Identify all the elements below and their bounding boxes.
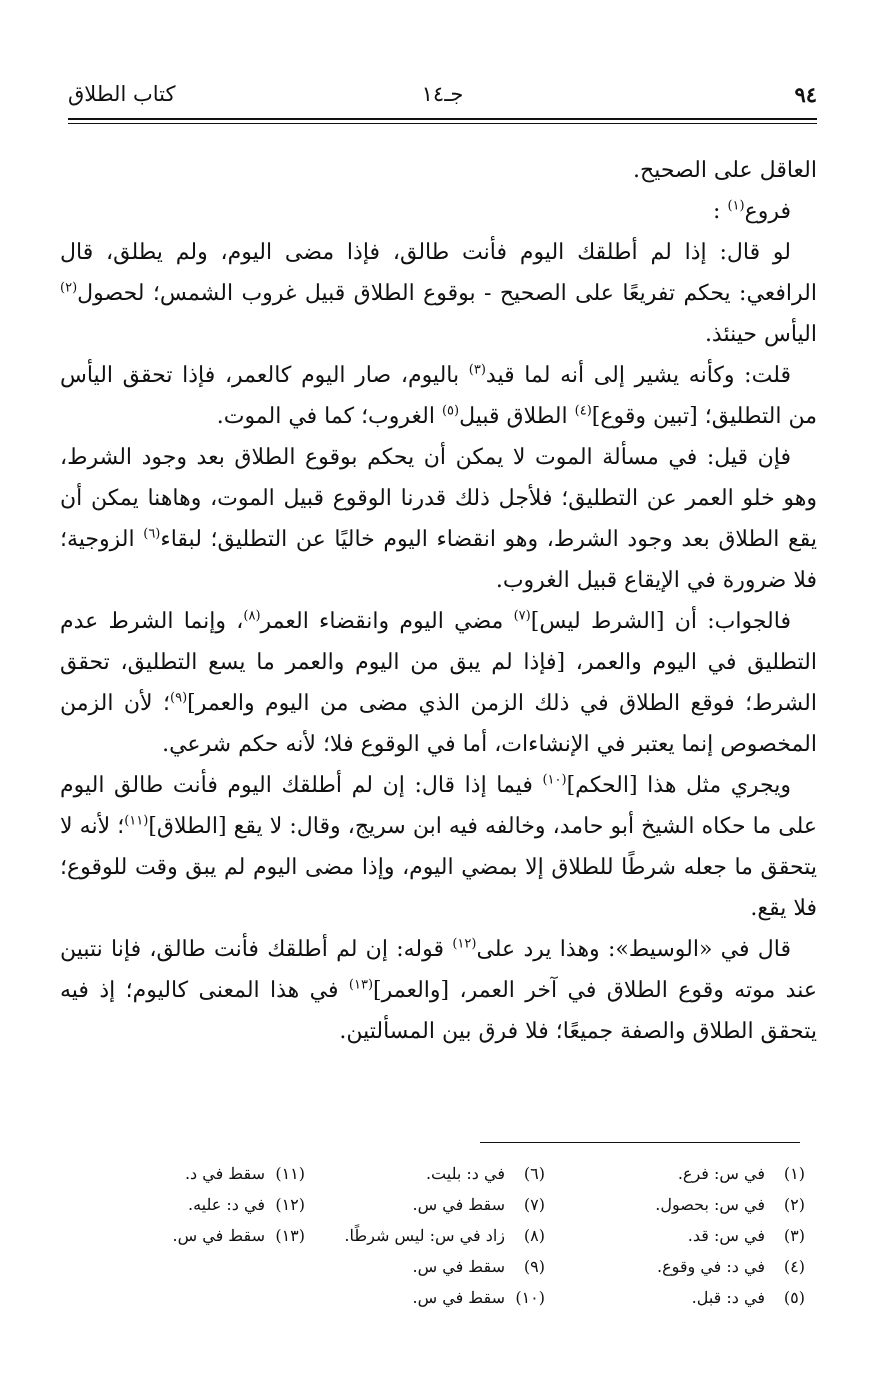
paragraph: ويجري مثل هذا [الحكم]$^{(١٠)}$ فيما إذا قال: إن لم أطلقك اليوم فأنت طالق اليوم على ما حكاه الشيخ أبو حامد، وخالفه فيه ابن سريج، وقال: لا يقع [الطلاق]$^{(١١)}$؛ لأنه لا يتحقق ما جعله شرطًا للطلاق إلا بمضي اليوم، وإذا مضى اليوم لم يبق وقت للوقوع؛ فلا يقع. <box>60 772 817 921</box>
footnote-ref: (٥) <box>441 403 460 419</box>
footnote: (٣)في س: قد. <box>687 1226 805 1245</box>
book-title: كتاب الطلاق <box>68 82 176 106</box>
footnote: (١٢)في د: عليه. <box>187 1195 305 1214</box>
paragraph: فالجواب: أن [الشرط ليس]$^{(٧)}$ مضي اليوم وانقضاء العمر$^{(٨)}$، وإنما الشرط عدم التطليق في اليوم والعمر، [فإذا لم يبق من اليوم والعمر ما يسع التطليق، تحقق الشرط؛ فوقع الطلاق في ذلك الزمن الذي مضى من اليوم والعمر]$^{(٩)}$؛ لأن الزمن المخصوص إنما يعتبر في الإنشاءات، أما في الوقوع فلا؛ لأنه حكم شرعي. <box>60 608 817 757</box>
footnote-separator <box>480 1142 800 1143</box>
footnote: (١)في س: فرع. <box>677 1164 805 1183</box>
paragraph: قلت: وكأنه يشير إلى أنه لما قيد$^{(٣)}$ باليوم، صار اليوم كالعمر، فإذا تحقق اليأس من التطليق؛ [تبين وقوع]$^{(٤)}$ الطلاق قبيل$^{(٥)}$ الغروب؛ كما في الموت. <box>60 362 817 429</box>
footnote: (١١)سقط في د. <box>184 1164 305 1183</box>
footnote-column <box>115 1158 305 1251</box>
footnote: (٤)في د: في وقوع. <box>656 1257 805 1276</box>
footnote-ref: (٢) <box>60 280 78 296</box>
footnote: (٦)في د: بليت. <box>425 1164 545 1183</box>
paragraph: قال في «الوسيط»: وهذا يرد على$^{(١٢)}$ قوله: إن لم أطلقك فأنت طالق، فإنا نتبين عند موته وقوع الطلاق في آخر العمر، [والعمر]$^{(١٣)}$ في هذا المعنى كاليوم؛ إذ فيه يتحقق الطلاق والصفة جميعًا؛ فلا فرق بين المسألتين. <box>60 936 817 1044</box>
footnote-ref: (٦) <box>143 526 161 542</box>
footnote-ref: (٣) <box>468 362 486 378</box>
footnote-ref: (١) <box>727 198 745 214</box>
main-text <box>60 150 817 1052</box>
footnote-ref: (٩) <box>170 690 188 706</box>
footnote-ref: (١٢) <box>452 936 477 952</box>
footnote-ref: (١٣) <box>348 977 374 993</box>
footnote: (٧)سقط في س. <box>412 1195 545 1214</box>
paragraph: العاقل على الصحيح. <box>633 158 817 183</box>
paragraph: لو قال: إذا لم أطلقك اليوم فأنت طالق، فإذا مضى اليوم، ولم يطلق، قال الرافعي: يحكم تفريعًا على الصحيح - بوقوع الطلاق قبيل غروب الشمس؛ لحصول$^{(٢)}$ اليأس حينئذ. <box>60 240 817 347</box>
section-heading: فروع$^{(١)}$ : <box>713 198 791 224</box>
header-rule-thick <box>68 118 817 120</box>
page-number: ٩٤ <box>794 82 817 107</box>
paragraph: فإن قيل: في مسألة الموت لا يمكن أن يحكم بوقوع الطلاق بعد وجود الشرط، وهو خلو العمر عن التطليق؛ فلأجل ذلك قدرنا الوقوع قبيل الموت، وهاهنا يمكن أن يقع الطلاق بعد وجود الشرط، وهو انقضاء اليوم خاليًا عن التطليق؛ لبقاء$^{(٦)}$ الزوجية؛ فلا ضرورة في الإيقاع قبيل الغروب. <box>60 445 817 593</box>
running-header <box>68 82 817 116</box>
footnote-ref: (٨) <box>243 608 261 624</box>
header-rule-thin <box>68 123 817 124</box>
footnote: (٢)في س: بحصول. <box>655 1195 805 1214</box>
footnote: (٥)في د: قبل. <box>691 1288 805 1307</box>
footnote-ref: (١٠) <box>542 772 567 788</box>
footnote-ref: (١١) <box>124 813 149 829</box>
footnote: (١٠)سقط في س. <box>412 1288 545 1307</box>
footnote: (١٣)سقط في س. <box>172 1226 305 1245</box>
footnote-ref: (٤) <box>574 403 592 419</box>
footnote-ref: (٧) <box>513 608 531 624</box>
footnote: (٨)زاد في س: ليس شرطًا. <box>344 1226 545 1245</box>
footnote-column <box>335 1158 545 1313</box>
footnote-column <box>605 1158 805 1313</box>
volume-label: جـ١٤ <box>421 82 464 106</box>
footnote: (٩)سقط في س. <box>412 1257 545 1276</box>
